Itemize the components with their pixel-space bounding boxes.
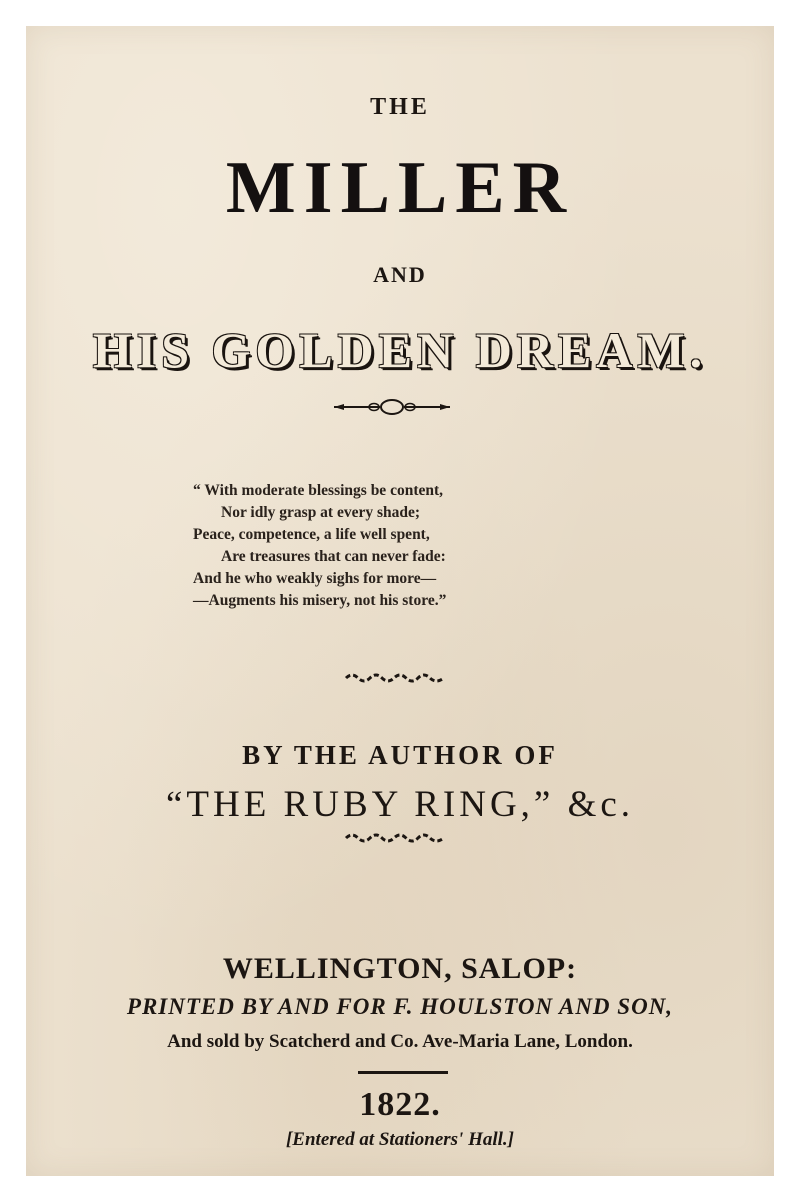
title-golden-dream: HIS GOLDEN DREAM. (92, 322, 708, 378)
author-work: “THE RUBY RING,” &c. (165, 784, 635, 825)
imprint-place: WELLINGTON, SALOP: (222, 952, 578, 985)
title-miller: MILLER (225, 147, 575, 229)
epigraph-line: Nor idly grasp at every shade; (221, 504, 421, 521)
epigraph-line: Are treasures that can never fade: (221, 548, 446, 565)
epigraph-line: “ With moderate blessings be content, (193, 482, 444, 499)
imprint-year: 1822. (359, 1086, 441, 1123)
epigraph-line: And he who weakly sighs for more— (193, 570, 437, 587)
ornament-dots-icon (344, 672, 448, 684)
epigraph (193, 480, 613, 612)
epigraph-line: Peace, competence, a life well spent, (193, 526, 430, 543)
title-page (26, 26, 774, 1176)
imprint-printer: PRINTED BY AND FOR F. HOULSTON AND SON, (126, 994, 674, 1019)
title-and: AND (373, 262, 427, 287)
imprint-sold-by: And sold by Scatcherd and Co. Ave-Maria Lane, London. (167, 1031, 633, 1052)
title-the: THE (370, 94, 430, 120)
ornament-dots-icon (344, 832, 448, 844)
author-by-line: BY THE AUTHOR OF (242, 740, 558, 770)
ornament-divider-icon (330, 396, 454, 418)
imprint-entered: [Entered at Stationers' Hall.] (285, 1129, 515, 1150)
epigraph-line: —Augments his misery, not his store.” (193, 592, 447, 609)
rule-divider (358, 1071, 448, 1074)
